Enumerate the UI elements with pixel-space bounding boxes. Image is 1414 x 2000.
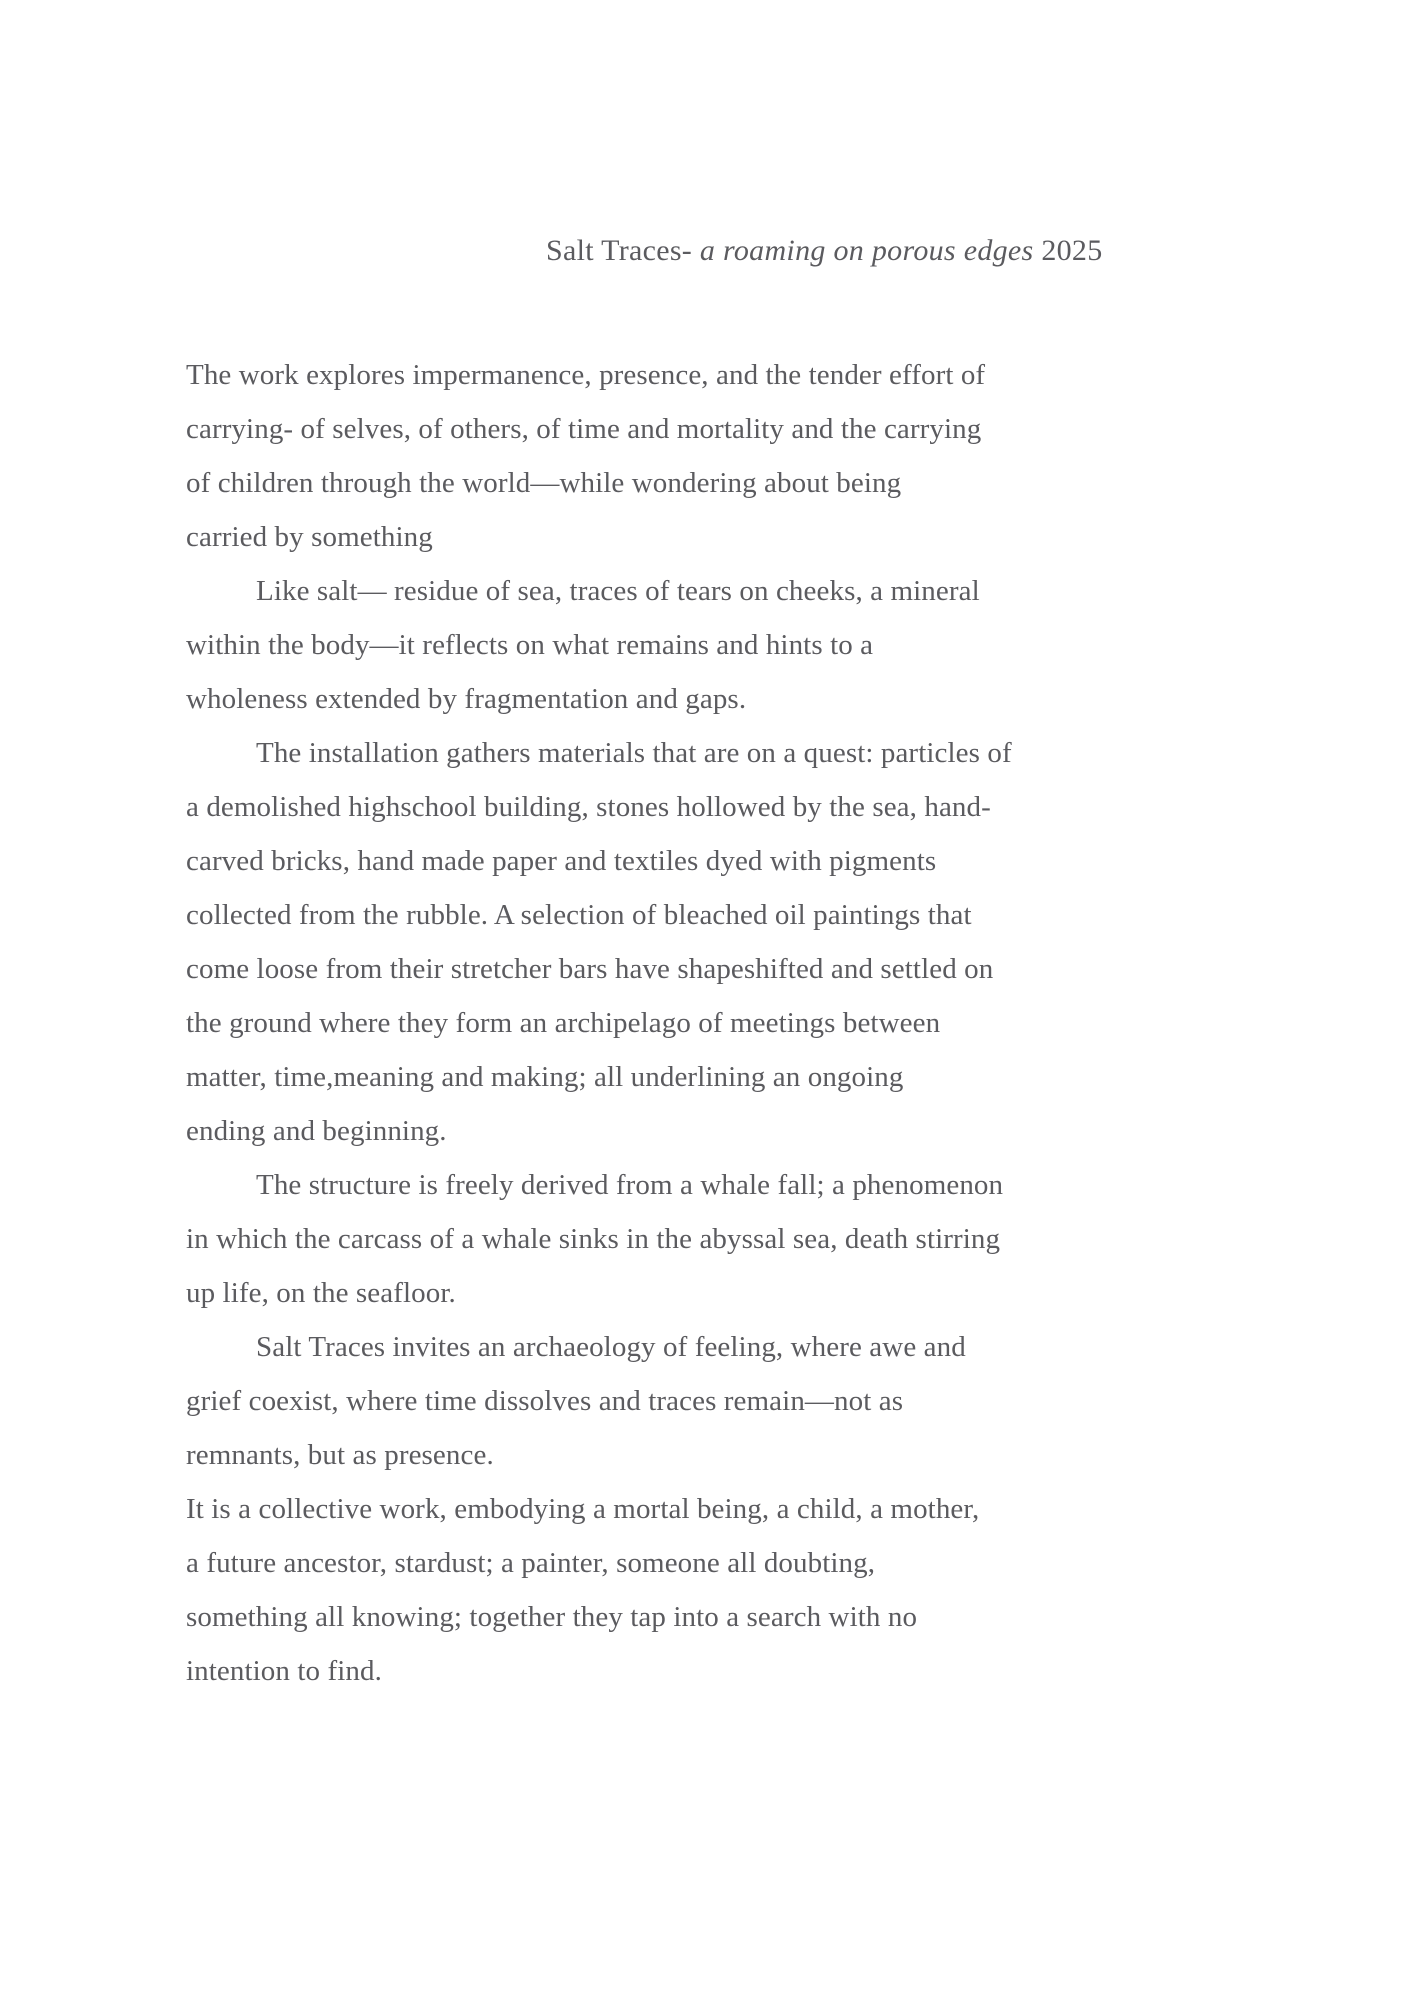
text-line: a demolished highschool building, stones hollowed by the sea, hand-: [186, 791, 991, 823]
text-line: up life, on the seafloor.: [186, 1277, 456, 1309]
text-line: Salt Traces invites an archaeology of feeling, where awe and: [256, 1331, 966, 1363]
text-line: It is a collective work, embodying a mortal being, a child, a mother,: [186, 1493, 980, 1525]
title-plain-start: Salt Traces-: [546, 234, 700, 267]
text-line: a future ancestor, stardust; a painter, someone all doubting,: [186, 1547, 876, 1579]
text-line: matter, time,meaning and making; all underlining an ongoing: [186, 1061, 904, 1093]
text-line: come loose from their stretcher bars have shapeshifted and settled on: [186, 953, 994, 985]
text-line: grief coexist, where time dissolves and traces remain—not as: [186, 1385, 904, 1417]
text-line: intention to find.: [186, 1655, 382, 1687]
body-text: [186, 348, 1366, 1698]
text-line: collected from the rubble. A selection of bleached oil paintings that: [186, 899, 972, 931]
text-line: in which the carcass of a whale sinks in the abyssal sea, death stirring: [186, 1223, 1001, 1255]
document-content: [186, 224, 1366, 1698]
text-line: ending and beginning.: [186, 1115, 447, 1147]
document-title: [546, 224, 1366, 278]
text-line: remnants, but as presence.: [186, 1439, 494, 1471]
text-line: The work explores impermanence, presence, and the tender effort of: [186, 359, 986, 391]
text-line: within the body—it reflects on what remains and hints to a: [186, 629, 874, 661]
title-plain-end: 2025: [1033, 234, 1103, 267]
text-line: of children through the world—while wondering about being: [186, 467, 902, 499]
text-line: carried by something: [186, 521, 433, 553]
text-line: The installation gathers materials that are on a quest: particles of: [256, 737, 1012, 769]
text-line: carrying- of selves, of others, of time and mortality and the carrying: [186, 413, 982, 445]
text-line: The structure is freely derived from a whale fall; a phenomenon: [256, 1169, 1004, 1201]
text-line: something all knowing; together they tap into a search with no: [186, 1601, 918, 1633]
text-line: the ground where they form an archipelago of meetings between: [186, 1007, 941, 1039]
text-line: wholeness extended by fragmentation and gaps.: [186, 683, 747, 715]
text-line: Like salt— residue of sea, traces of tears on cheeks, a mineral: [256, 575, 980, 607]
text-line: carved bricks, hand made paper and textiles dyed with pigments: [186, 845, 937, 877]
title-italic-segment: a roaming on porous edges: [699, 234, 1034, 267]
